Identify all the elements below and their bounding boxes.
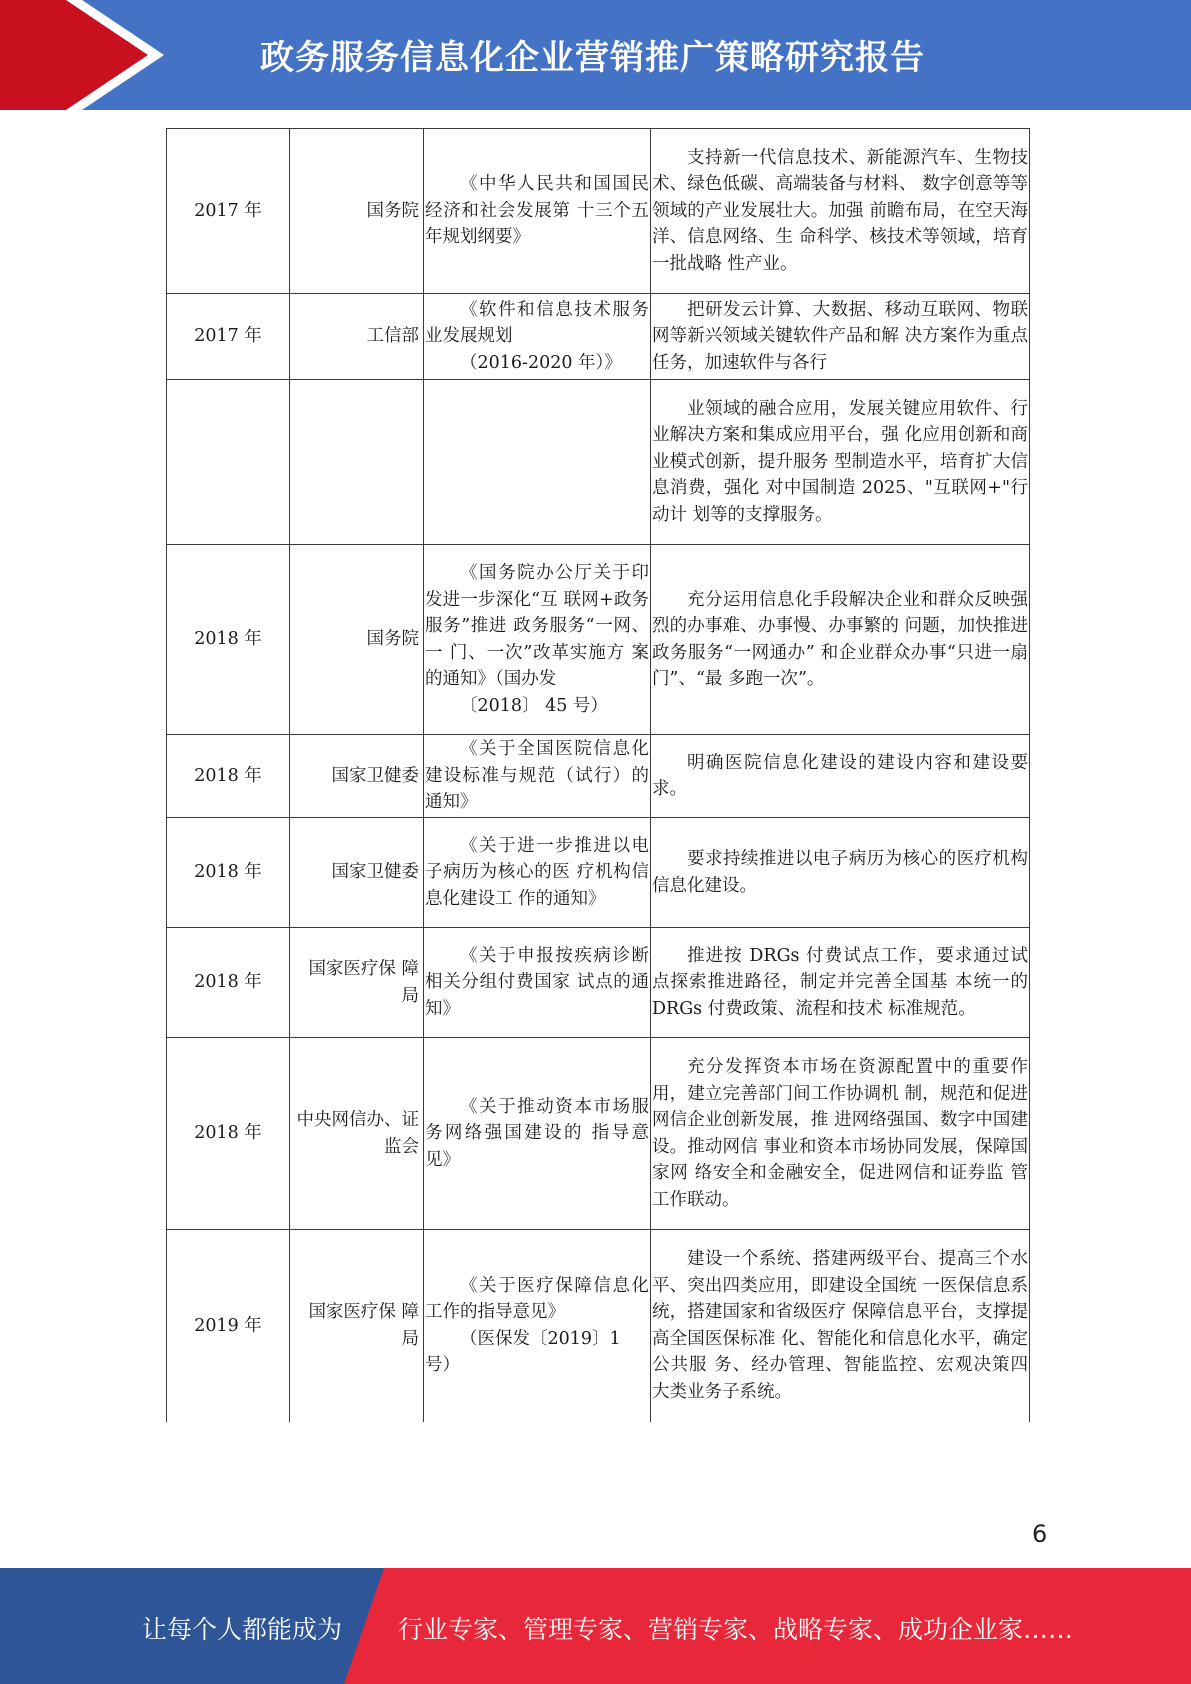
year-cell: 2018 年 [167,818,290,928]
document-cell [424,818,651,928]
page-header [0,0,1191,110]
description-cell [651,1038,1030,1230]
document-name: 《关于全国医院信息化建设标准与规范（试行）的通知》 [425,739,649,813]
document-cell [424,545,651,735]
table-row [167,735,1030,818]
page-footer [0,1568,1191,1684]
table-row [167,1230,1030,1422]
description-cell [651,818,1030,928]
department-cell: 国务院 [290,545,424,735]
table-row [167,1038,1030,1230]
policy-table [166,128,1030,1422]
department-cell [290,380,424,545]
footer-slogan-right: 行业专家、管理专家、营销专家、战略专家、成功企业家…… [398,1615,1074,1644]
table-row [167,928,1030,1038]
department-cell: 国家医疗保 障局 [290,1230,424,1422]
description-text: 要求持续推进以电子病历为核心的医疗机构信息化建设。 [652,849,1028,896]
description-text: 支持新一代信息技术、新能源汽车、生物技术、绿色低碳、高端装备与材料、 数字创意等等领域的产业发展壮大。加强 前瞻布局，在空天海洋、信息网络、生 命科学、核技术等领域，培育一批战略 性产业。 [652,147,1028,274]
description-text: 推进按 DRGs 付费试点工作，要求通过试点探索推进路径，制定并完善全国基 本统一的 DRGs 付费政策、流程和技术 标准规范。 [652,945,1028,1019]
document-cell [424,928,651,1038]
page-number: 6 [1032,1520,1048,1548]
document-name: 《国务院办公厅关于印发进一步深化“互 联网+政务服务”推进 政务服务“一网、一 门、一次”改革实施方 案的通知》（国办发 [425,563,649,689]
table-row [167,545,1030,735]
table-row [167,129,1030,294]
document-name: 《软件和信息技术服务业发展规划 [425,299,649,347]
document-name: 《中华人民共和国国民经济和社会发展第 十三个五年规划纲要》 [425,174,649,248]
document-number: 〔2018〕 45 号） [460,695,608,716]
document-cell [424,294,651,380]
description-text: 业领域的融合应用，发展关键应用软件、行业解决方案和集成应用平台，强 化应用创新和商业模式创新，提升服务 型制造水平，培育扩大信息消费，强化 对中国制造 2025、"互联网+"行动计 划等的支撑服务。 [652,398,1028,525]
department-cell: 工信部 [290,294,424,380]
description-text: 充分发挥资本市场在资源配置中的重要作用，建立完善部门间工作协调机 制，规范和促进网信企业创新发展，推 进网络强国、数字中国建设。推动网信 事业和资本市场协同发展，保障国家网 络安全和金融安全，促进网信和证券监 管工作联动。 [652,1057,1028,1210]
description-cell [651,545,1030,735]
description-cell [651,1230,1030,1422]
document-cell [424,1230,651,1422]
document-number: （医保发〔2019〕1 号） [425,1328,621,1376]
document-cell [424,1038,651,1230]
description-cell [651,129,1030,294]
description-text: 把研发云计算、大数据、移动互联网、物联网等新兴领域关键软件产品和解 决方案作为重点任务，加速软件与各行 [652,299,1028,373]
description-cell [651,380,1030,545]
year-cell: 2019 年 [167,1230,290,1422]
document-cell [424,380,651,545]
footer-slogan-left: 让每个人都能成为 [142,1615,343,1644]
document-cell [424,735,651,818]
department-cell: 国家卫健委 [290,735,424,818]
description-cell [651,928,1030,1038]
document-number: （2016-2020 年）》 [460,352,622,373]
department-cell: 国务院 [290,129,424,294]
description-cell [651,294,1030,380]
description-text: 建设一个系统、搭建两级平台、提高三个水平、突出四类应用，即建设全国统 一医保信息系统，搭建国家和省级医疗 保障信息平台，支撑提高全国医保标准 化、智能化和信息化水平，确定公共服 务、经办管理、智能监控、宏观决策四 大类业务子系统。 [652,1249,1028,1402]
year-cell: 2018 年 [167,735,290,818]
year-cell [167,380,290,545]
document-title: 政务服务信息化企业营销推广策略研究报告 [260,38,925,78]
department-cell: 中央网信办、证监会 [290,1038,424,1230]
year-cell: 2018 年 [167,545,290,735]
table-row [167,380,1030,545]
year-cell: 2018 年 [167,1038,290,1230]
document-name: 《关于进一步推进以电子病历为核心的医 疗机构信息化建设工 作的通知》 [425,835,649,909]
document-name: 《关于医疗保障信息化工作的指导意见》 [425,1275,649,1323]
department-cell: 国家医疗保 障局 [290,928,424,1038]
document-name: 《关于推动资本市场服务网络强国建设的 指导意见》 [425,1096,649,1170]
year-cell: 2017 年 [167,129,290,294]
year-cell: 2018 年 [167,928,290,1038]
department-cell: 国家卫健委 [290,818,424,928]
document-cell [424,129,651,294]
document-name: 《关于申报按疾病诊断相关分组付费国家 试点的通知》 [425,945,649,1019]
table-row [167,818,1030,928]
year-cell: 2017 年 [167,294,290,380]
table-row [167,294,1030,380]
description-text: 充分运用信息化手段解决企业和群众反映强烈的办事难、办事慢、办事繁的 问题，加快推进政务服务“一网通办” 和企业群众办事“只进一扇门”、“最 多跑一次”。 [652,589,1028,689]
description-text: 明确医院信息化建设的建设内容和建设要求。 [652,752,1028,799]
description-cell [651,735,1030,818]
